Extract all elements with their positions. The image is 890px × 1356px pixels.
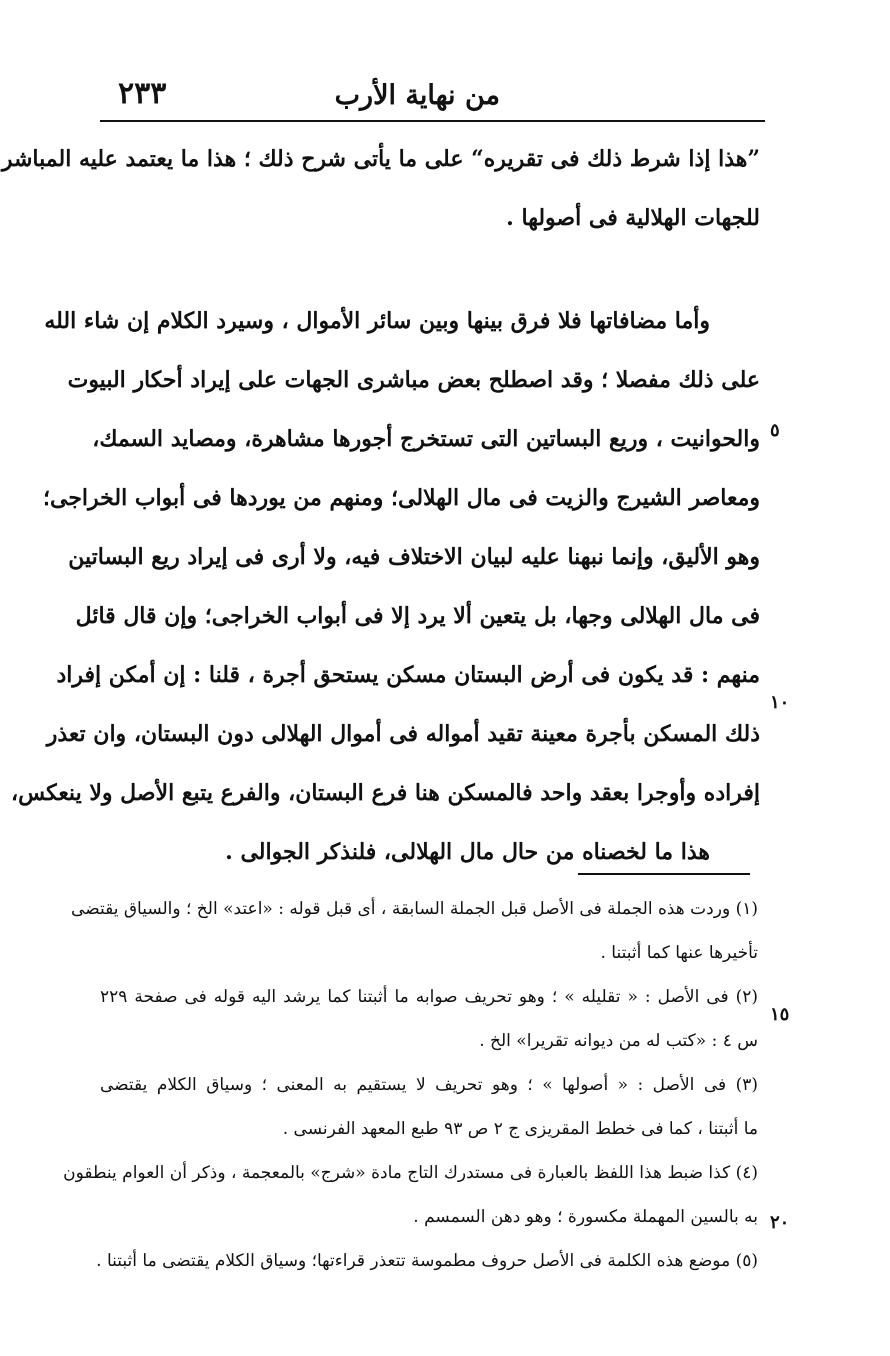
footnote-line: به بالسين المهملة مكسورة ؛ وهو دهن السمسم . <box>413 1207 758 1227</box>
footnote-line: (٥) موضع هذه الكلمة فى الأصل حروف مطموسة تتعذر قراءتها؛ وسياق الكلام يقتضى ما أثبتنا . <box>96 1251 758 1271</box>
footnote-line: (١) وردت هذه الجملة فى الأصل قبل الجملة السابقة ، أى قبل قوله : «اعتد» الخ ؛ والسياق يقتضى <box>71 899 758 919</box>
running-title: من نهاية الأرب <box>334 80 500 111</box>
footnote-line: (٤) كذا ضبط هذا اللفظ بالعبارة فى مستدرك التاج مادة «شرج» بالمعجمة ، وذكر أن العوام ينطقون <box>63 1163 758 1183</box>
text-line: وأما مضافاتها فلا فرق بينها وبين سائر الأموال ، وسيرد الكلام إن شاء الله <box>44 308 710 334</box>
text-line: ذلك المسكن بأجرة معينة تقيد أمواله فى أموال الهلالى دون البستان، وان تعذر <box>46 721 760 747</box>
text-line: على ذلك مفصلا ؛ وقد اصطلح بعض مباشرى الجهات على إيراد أحكار البيوت <box>67 367 760 393</box>
footnote-line: تأخيرها عنها كما أثبتنا . <box>600 943 758 963</box>
footnote <box>71 898 758 986</box>
line-number-margin: ٥ <box>770 420 780 441</box>
line-number-margin: ٢٠ <box>770 1212 790 1233</box>
text-line: للجهات الهلالية فى أصولها . <box>506 205 760 231</box>
footnote-line: س ٤ : «كتب له من ديوانه تقريرا» الخ . <box>479 1031 758 1051</box>
page-number: ٢٣٣ <box>118 76 167 111</box>
footnote <box>63 1162 758 1250</box>
text-line: منهم : قد يكون فى أرض البستان مسكن يستحق أجرة ، قلنا : إن أمكن إفراد <box>56 662 760 688</box>
text-line: إفراده وأوجرا بعقد واحد فالمسكن هنا فرع البستان، والفرع يتبع الأصل ولا ينعكس، <box>11 780 760 806</box>
footnotes <box>63 898 758 1294</box>
footnote <box>96 1250 758 1294</box>
footnote-line: (٢) فى الأصل : « تقليله » ؛ وهو تحريف صوابه ما أثبتنا كما يرشد اليه قوله فى صفحة ٢٢٩ <box>100 987 758 1007</box>
text-line: فى مال الهلالى وجها، بل يتعين ألا يرد إلا فى أبواب الخراجى؛ وإن قال قائل <box>75 603 760 629</box>
footnote-separator <box>578 873 750 875</box>
text-line: ومعاصر الشيرج والزيت فى مال الهلالى؛ ومنهم من يوردها فى أبواب الخراجى؛ <box>42 485 760 511</box>
page-header <box>100 70 765 122</box>
line-number-margin: ١٠ <box>770 692 790 713</box>
main-text <box>1 145 760 897</box>
text-line: والحوانيت ، وريع البساتين التى تستخرج أجورها مشاهرة، ومصايد السمك، <box>92 426 760 452</box>
footnote <box>100 986 758 1074</box>
footnote <box>100 1074 758 1162</box>
footnote-line: ما أثبتنا ، كما فى خطط المقريزى ج ٢ ص ٩٣ طبع المعهد الفرنسى . <box>282 1119 758 1139</box>
footnote-line: (٣) فى الأصل : « أصولها » ؛ وهو تحريف لا يستقيم به المعنى ؛ وسياق الكلام يقتضى <box>100 1075 758 1095</box>
line-number-margin: ١٥ <box>770 1004 790 1025</box>
paragraph <box>1 145 760 263</box>
text-line: ”هذا إذا شرط ذلك فى تقريره“ على ما يأتى شرح ذلك ؛ هذا ما يعتمد عليه المباشر <box>1 146 760 172</box>
text-line: وهو الأليق، وإنما نبهنا عليه لبيان الاختلاف فيه، ولا أرى فى إيراد ريع البساتين <box>68 544 760 570</box>
text-line: هذا ما لخصناه من حال مال الهلالى، فلنذكر الجوالى . <box>225 839 710 865</box>
paragraph <box>11 307 760 897</box>
